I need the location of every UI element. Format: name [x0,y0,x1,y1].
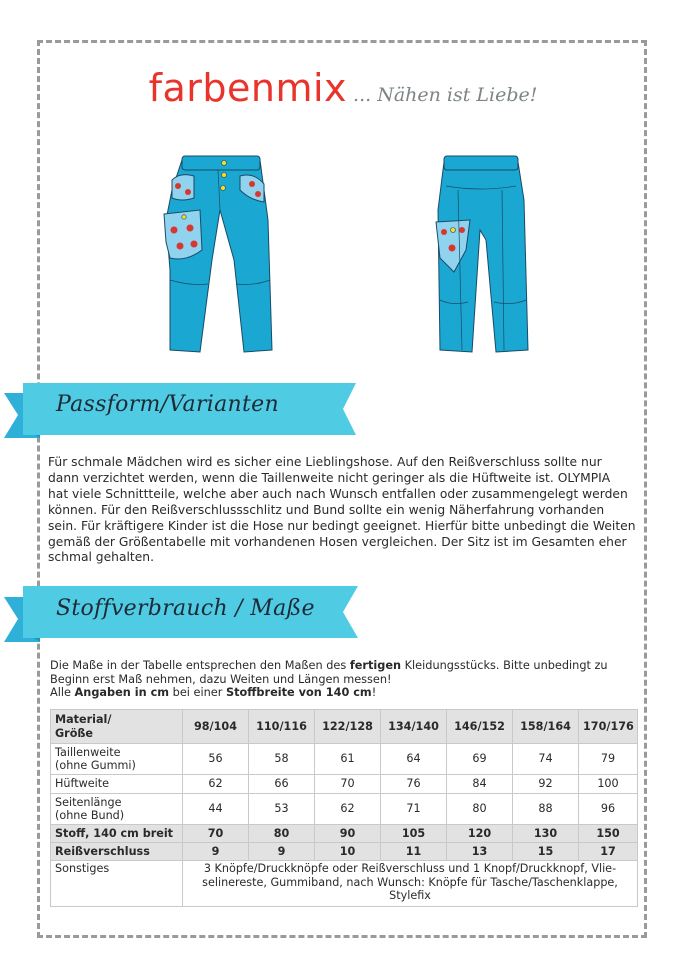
table-row-hip [51,775,638,794]
logo [0,66,686,110]
cell: 90 [315,825,381,843]
header-material-size: Material/ Größe [51,710,183,744]
cell: 70 [183,825,249,843]
size-header: 122/128 [315,710,381,744]
cell: 66 [249,775,315,794]
cell: 53 [249,794,315,825]
text-line: dann verzichtet werden, wenn die Taillenweite nicht geringer als die Hüftweite ist. OLYMPIA [48,470,611,485]
intro-text: Beginn erst Maß nehmen, dazu Weiten und Längen messen! [50,672,392,686]
cell: 79 [579,744,638,775]
row-label: Hüftweite [51,775,183,794]
size-header: 98/104 [183,710,249,744]
section-title-fit: Passform/Varianten [56,392,279,417]
cell: 74 [513,744,579,775]
section-banner-fabric [0,582,380,652]
cell: 69 [447,744,513,775]
text-line: schmal gehalten. [48,550,155,565]
row-label: Seitenlänge (ohne Bund) [51,794,183,825]
waistband-back [444,156,518,170]
cell: 76 [381,775,447,794]
cell: 9 [183,843,249,861]
size-table [50,709,638,907]
row-label: Sonstiges [51,861,183,907]
cell: 10 [315,843,381,861]
cell: 70 [315,775,381,794]
text-line: gemäß der Größentabelle mit vorhandenen Hosen vergleichen. Der Sitz ist im Gesamten eher [48,534,627,549]
cell: 71 [381,794,447,825]
pants-front-illustration [160,150,310,355]
measurements-intro [50,659,650,700]
intro-emphasis: Angaben in cm [74,686,170,700]
misc-line: 3 Knöpfe/Druckknöpfe oder Reißverschluss und 1 Knopf/Druckknopf, Vlie- [203,862,617,875]
table-row-misc [51,861,638,907]
cell: 44 [183,794,249,825]
cell: 150 [579,825,638,843]
cell: 88 [513,794,579,825]
table-row-zipper [51,843,638,861]
section-banner-fit [0,378,380,448]
pants-back-illustration [432,150,532,355]
text-line: hat viele Schnittteile, welche aber auch nach Wunsch entfallen oder zusammengelegt werden [48,486,628,501]
cell: 80 [447,794,513,825]
cell: 105 [381,825,447,843]
cell: 62 [315,794,381,825]
size-header: 134/140 [381,710,447,744]
table-row-fabric [51,825,638,843]
misc-notes [183,861,638,907]
cell: 11 [381,843,447,861]
cell: 120 [447,825,513,843]
intro-text: Alle [50,686,75,700]
row-label: Taillenweite (ohne Gummi) [51,744,183,775]
text-line: Für schmale Mädchen wird es sicher eine Lieblingshose. Auf den Reißverschluss sollte nur [48,455,602,469]
section-title-fabric: Stoffverbrauch / Maße [56,596,315,621]
cell: 9 [249,843,315,861]
cell: 96 [579,794,638,825]
cell: 130 [513,825,579,843]
cell: 80 [249,825,315,843]
cell: 100 [579,775,638,794]
misc-line: selinereste, Gummiband, nach Wunsch: Knöpfe für Tasche/Taschenklappe, [202,875,618,889]
intro-emphasis: fertigen [349,659,402,672]
cell: 84 [447,775,513,794]
text-line: sein. Für kräftigere Kinder ist die Hose nur bedingt geeignet. Hierfür bitte unbedingt die Weiten [48,518,636,533]
fit-description [48,455,648,566]
intro-emphasis: Stoffbreite von 140 cm [225,686,372,700]
intro-text: Die Maße in der Tabelle entsprechen den Maßen des [50,659,350,672]
table-header-row [51,710,638,744]
size-header: 146/152 [447,710,513,744]
size-header: 170/176 [579,710,638,744]
size-header: 110/116 [249,710,315,744]
cell: 56 [183,744,249,775]
cell: 15 [513,843,579,861]
brand-name: farbenmix [148,66,348,110]
text-line: können. Für den Reißverschlussschlitz und Bund sollte ein wenig Näherfahrung vorhanden [48,502,605,517]
cell: 92 [513,775,579,794]
intro-text: Kleidungsstücks. Bitte unbedingt zu [401,659,608,672]
brand-tagline: ... Nähen ist Liebe! [353,84,538,106]
cell: 64 [381,744,447,775]
row-label: Stoff, 140 cm breit [51,825,183,843]
table-row-waist [51,744,638,775]
cell: 61 [315,744,381,775]
cell: 13 [447,843,513,861]
size-header: 158/164 [513,710,579,744]
intro-text: bei einer [169,686,226,700]
misc-line: Stylefix [389,889,431,902]
cell: 58 [249,744,315,775]
cell: 17 [579,843,638,861]
table-row-side-length [51,794,638,825]
cell: 62 [183,775,249,794]
intro-text: ! [371,686,377,700]
waistband [182,156,260,170]
row-label: Reißverschluss [51,843,183,861]
